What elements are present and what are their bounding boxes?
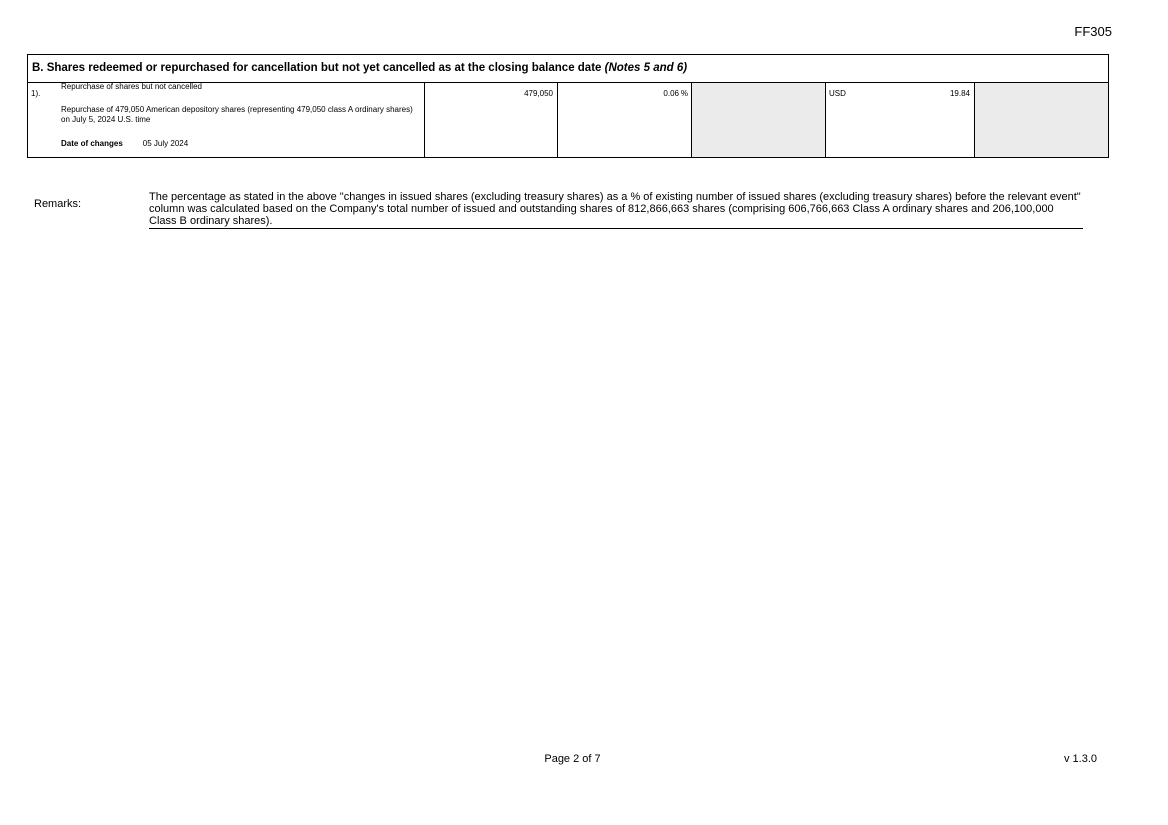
shares-redeemed-section [27,54,1109,158]
date-of-changes-row [61,139,188,148]
price-value: 19.84 [949,89,970,98]
section-title-notes: (Notes 5 and 6) [604,62,688,74]
currency-code: USD [829,89,846,98]
change-description: Repurchase of 479,050 American depository shares (representing 479,050 class A ordinary shares) on July 5, 2024 U.S. time [61,105,413,124]
description-cell [28,83,424,157]
price-cell [825,83,974,157]
number-of-shares-cell [424,83,557,157]
page-number: Page 2 of 7 [544,753,601,765]
percentage-cell [557,83,691,157]
remarks-label: Remarks: [34,198,82,210]
section-title [28,55,1108,83]
change-type: Repurchase of shares but not cancelled [61,82,202,91]
version-label: v 1.3.0 [1063,753,1097,765]
shaded-cell [691,83,825,157]
date-of-changes-label: Date of changes [61,139,123,148]
remarks-text: The percentage as stated in the above "changes in issued shares (excluding treasury shares) as a % of existing number of issued shares (excluding treasury shares) before the relevant event" column was calculated based on the Company's total number of issued and outstanding shares of 812,866,663 shares (comprising 606,766,663 Class A ordinary shares and 206,100,000 Class B ordinary shares). [149,191,1083,229]
percentage-unit: % [680,89,688,98]
form-code: FF305 [1074,24,1112,39]
row-index: 1). [31,89,41,98]
number-of-shares: 479,050 [524,89,553,98]
percentage-value: 0.06 [663,89,679,98]
table-row [28,83,1108,157]
shaded-cell [974,83,1108,157]
date-of-changes-value: 05 July 2024 [142,139,189,148]
section-title-text: B. Shares redeemed or repurchased for cancellation but not yet cancelled as at the closing balance date [32,62,602,74]
